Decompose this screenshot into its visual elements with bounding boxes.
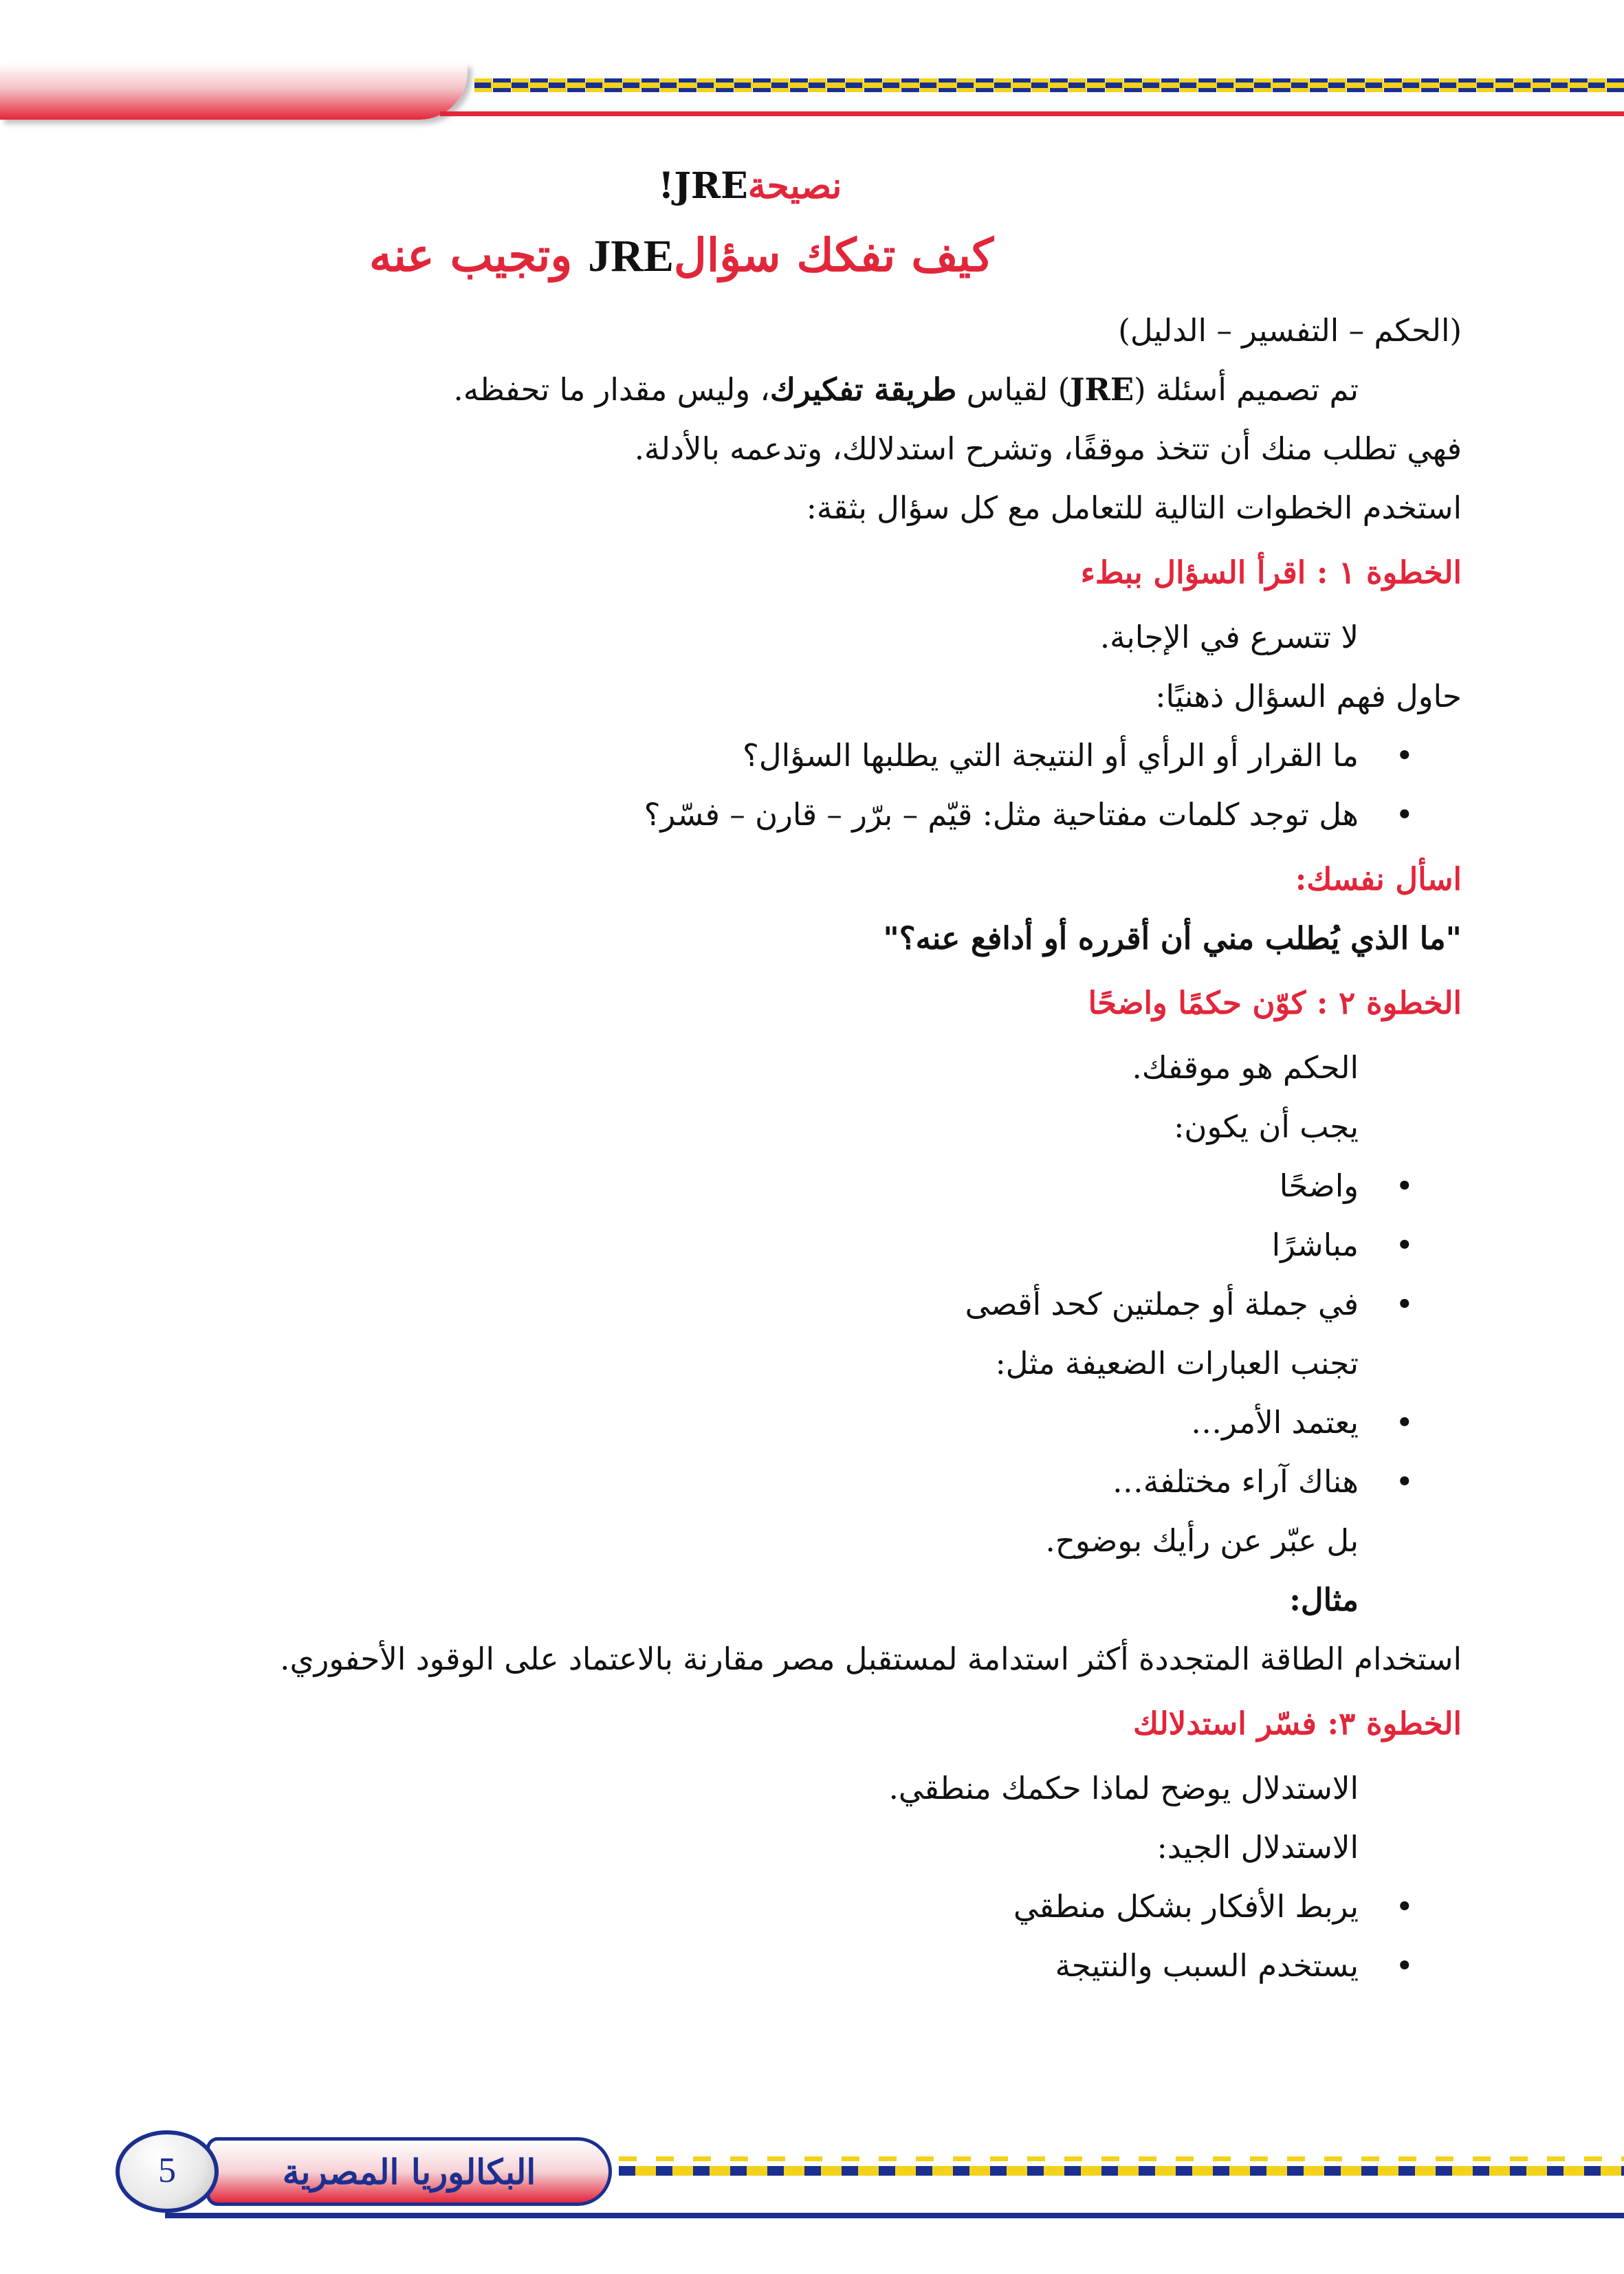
step-2-title: الخطوة ٢ : كوّن حكمًا واضحًا	[1088, 985, 1462, 1021]
intro-line-3: فهي تطلب منك أن تتخذ موقفًا، وتشرح استدلالك، وتدعمه بالأدلة.	[634, 430, 1462, 467]
list-item: • واضحًا	[162, 1157, 1462, 1216]
step-1-line-2: حاول فهم السؤال ذهنيًا:	[1155, 678, 1462, 714]
intro-line-2e: ، وليس مقدار ما تحفظه.	[453, 371, 770, 408]
footer-dashed-border	[619, 2166, 1624, 2176]
step-2-line-1: الحكم هو موقفك.	[1132, 1049, 1359, 1086]
page-title	[0, 228, 1624, 283]
step-3-title: الخطوة ٣: فسّر استدلالك	[1133, 1705, 1462, 1742]
title-jre: JRE	[588, 231, 674, 281]
title-part-1: كيف تفكك سؤال	[673, 228, 994, 282]
list-item: • يعتمد الأمر…	[162, 1393, 1462, 1452]
step-1-title: الخطوة ١ : اقرأ السؤال ببطء	[1080, 554, 1462, 591]
step-2-line-4: بل عبّر عن رأيك بوضوح.	[1045, 1522, 1359, 1559]
list-item: • مباشرًا	[162, 1216, 1462, 1275]
step-2-line-2: يجب أن يكون:	[1174, 1108, 1359, 1145]
header-rule	[440, 111, 1624, 116]
intro-line-2	[162, 360, 1462, 419]
step-2-line-3: تجنب العبارات الضعيفة مثل:	[995, 1345, 1359, 1381]
step-3-line-2: الاستدلال الجيد:	[1156, 1829, 1359, 1866]
header-band	[0, 63, 468, 120]
example-label: مثال:	[1289, 1582, 1359, 1618]
weak-phrases-list	[162, 1393, 1462, 1511]
example-text: استخدام الطاقة المتجددة أكثر استدامة لمستقبل مصر مقارنة بالاعتماد على الوقود الأحفوري.	[280, 1641, 1462, 1677]
step-3-bullets	[162, 1877, 1462, 1996]
ask-yourself-quote: "ما الذي يُطلب مني أن أقرره أو أدافع عنه؟"	[883, 920, 1462, 956]
intro-line-1: (الحكم – التفسير – الدليل)	[1118, 312, 1462, 349]
step-3-line-1: الاستدلال يوضح لماذا حكمك منطقي.	[888, 1770, 1359, 1806]
list-item: • ما القرار أو الرأي أو النتيجة التي يطلبها السؤال؟	[162, 726, 1462, 785]
footer-rule	[165, 2213, 1624, 2218]
intro-line-2a: تم تصميم أسئلة (	[1134, 371, 1359, 408]
step-1-bullets	[162, 726, 1462, 844]
step-2-bullets	[162, 1157, 1462, 1334]
list-item: • يربط الأفكار بشكل منطقي	[162, 1877, 1462, 1936]
title-part-2: وتجيب عنه	[369, 228, 589, 282]
header-dashed-border	[474, 78, 1624, 92]
intro-jre: JRE	[1070, 371, 1134, 408]
page-number: 5	[116, 2130, 219, 2213]
list-item: • في جملة أو جملتين كحد أقصى	[162, 1275, 1462, 1334]
footer-label: البكالوريا المصرية	[206, 2137, 612, 2206]
tip-label: نصيحة	[747, 165, 842, 207]
intro-line-4: استخدم الخطوات التالية للتعامل مع كل سؤال بثقة:	[806, 490, 1462, 526]
list-item: • هناك آراء مختلفة…	[162, 1452, 1462, 1511]
list-item: • هل توجد كلمات مفتاحية مثل: قيّم – برّر – قارن – فسّر؟	[162, 785, 1462, 844]
ask-yourself-title: اسأل نفسك:	[1295, 861, 1462, 897]
tip-heading	[0, 165, 1624, 207]
step-1-line-1: لا تتسرع في الإجابة.	[1099, 619, 1359, 655]
list-item: • يستخدم السبب والنتيجة	[162, 1936, 1462, 1996]
tip-jre: JRE!	[658, 165, 748, 207]
article-body	[162, 301, 1462, 1996]
intro-emphasis: طريقة تفكيرك	[769, 371, 957, 408]
intro-line-2c: ) لقياس	[956, 371, 1071, 408]
